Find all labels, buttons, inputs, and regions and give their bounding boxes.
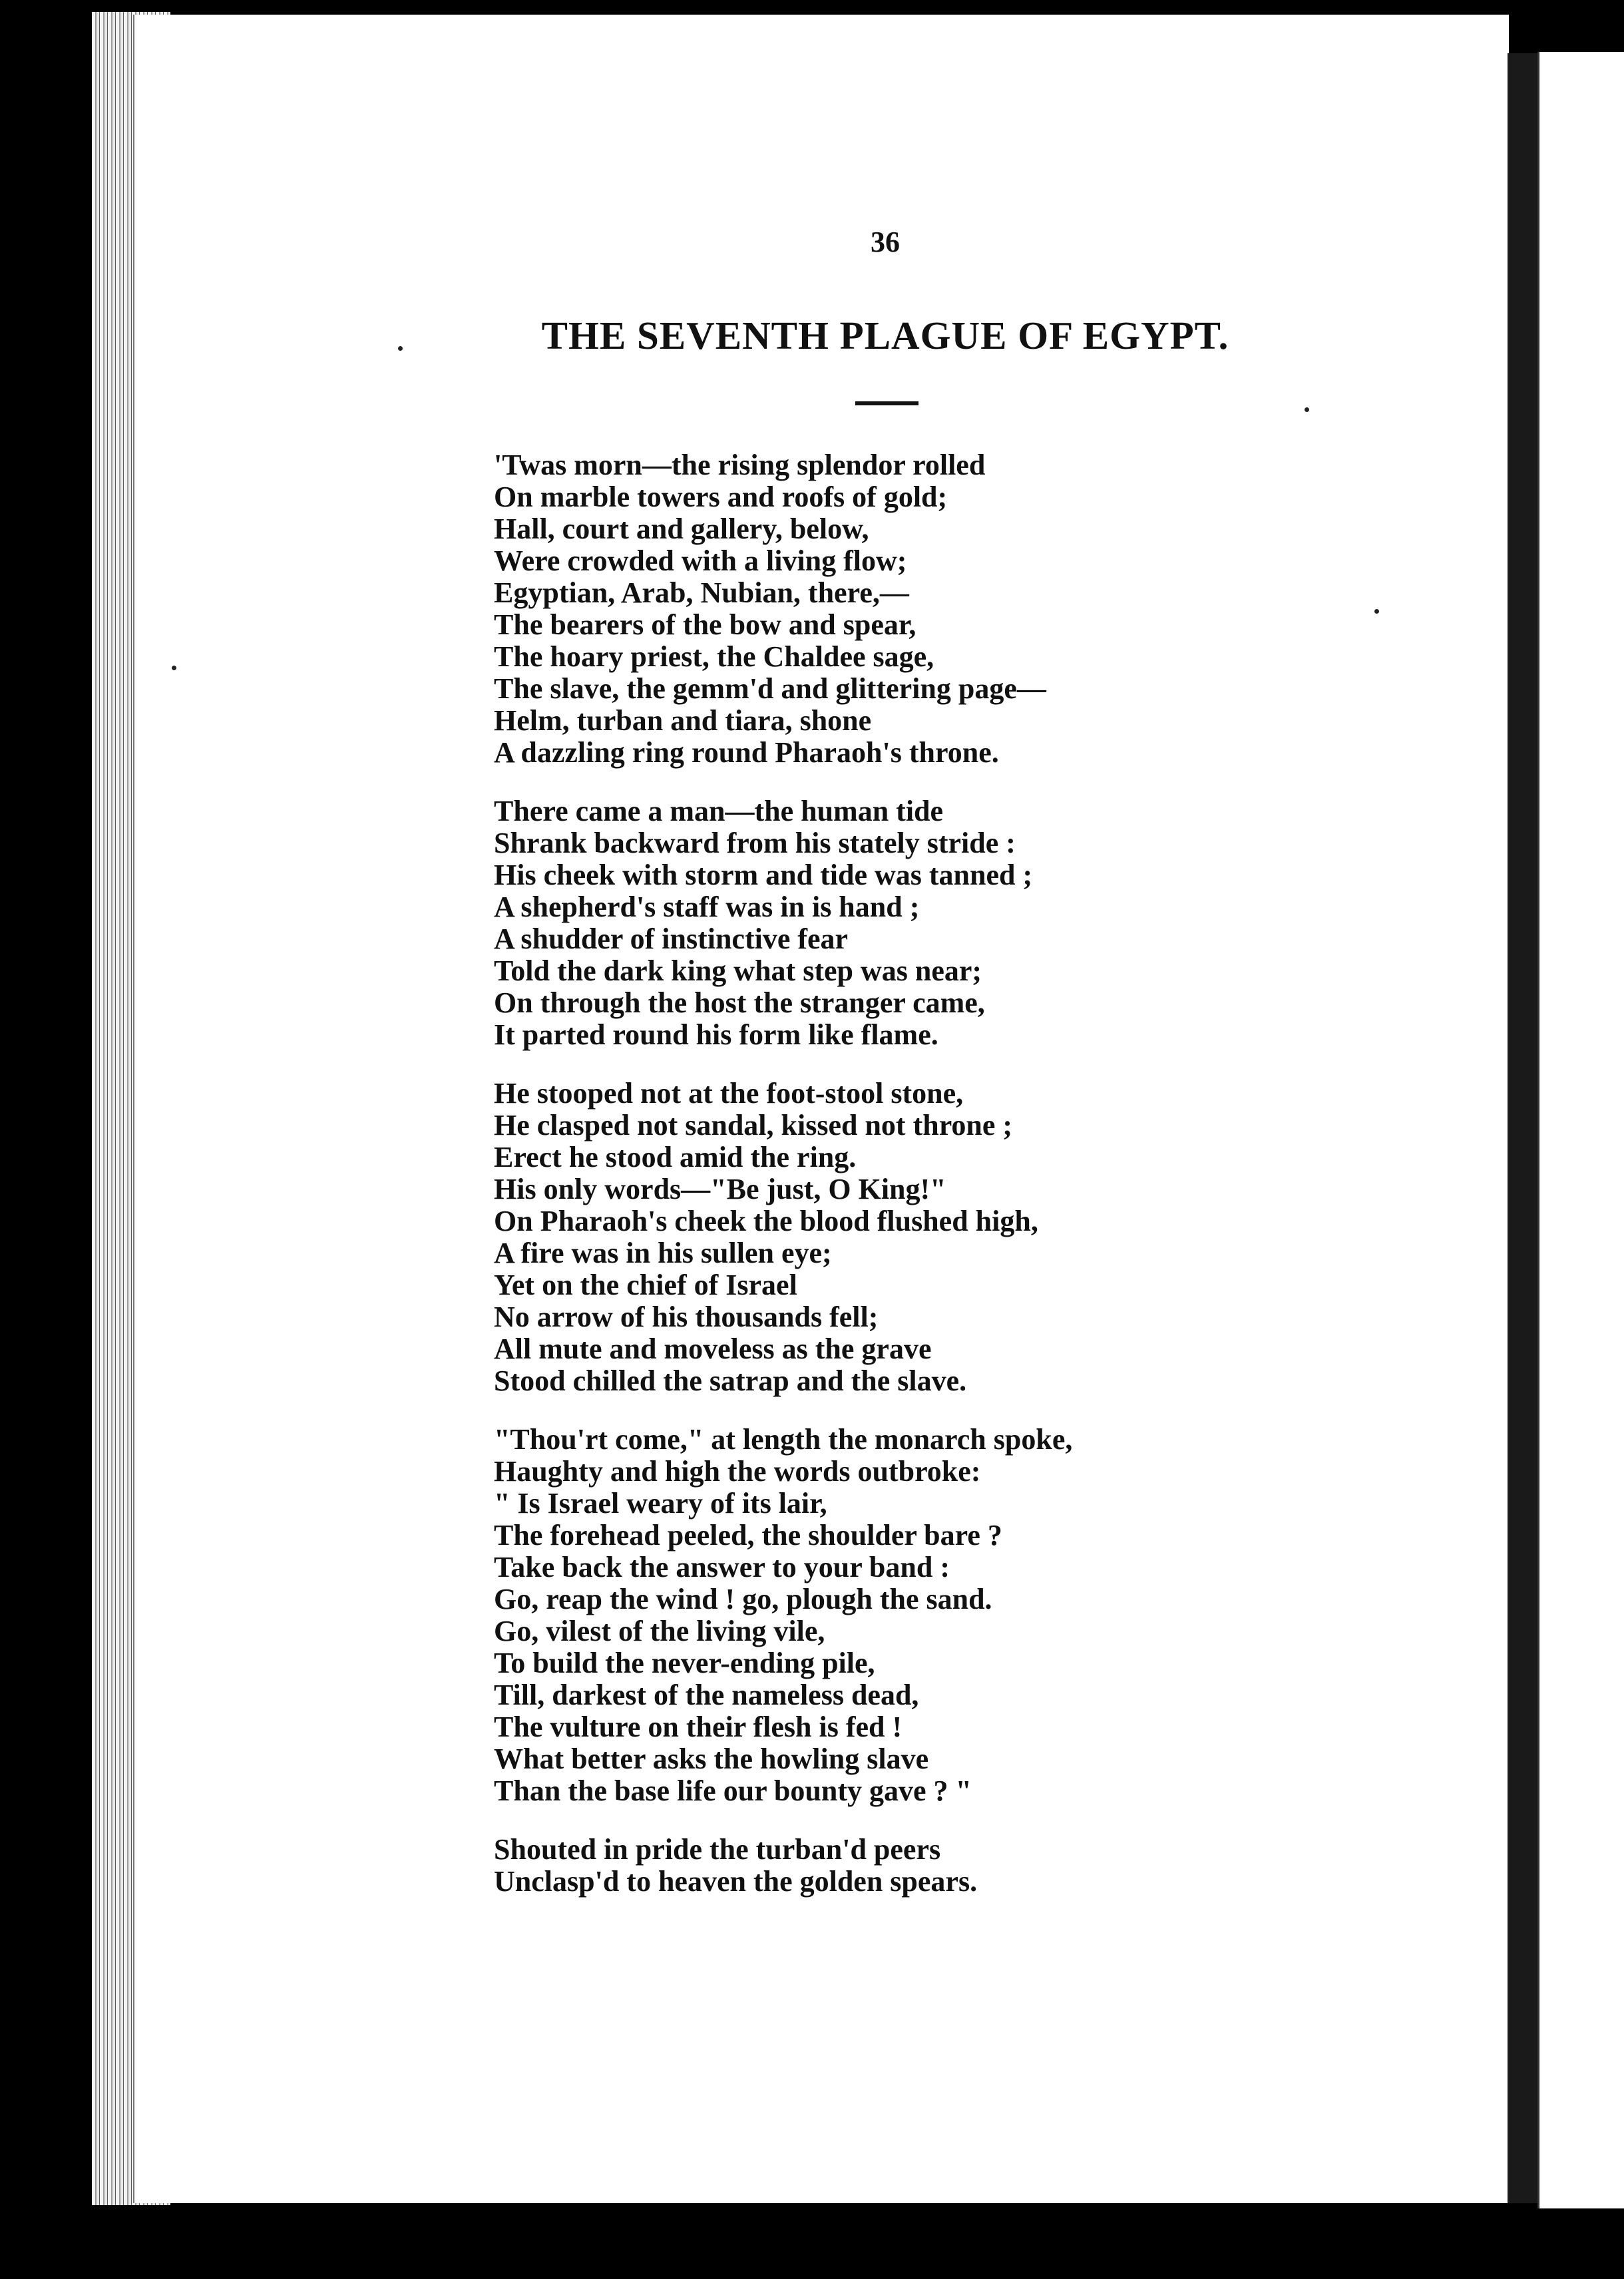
page-number: 36 — [871, 226, 900, 258]
poem-line: On marble towers and roofs of gold; — [494, 481, 948, 513]
poem-body — [494, 449, 1359, 1924]
stanza-3 — [494, 1078, 1359, 1397]
poem-line: His only words—"Be just, O King!" — [494, 1173, 946, 1205]
print-speck — [398, 346, 403, 351]
stanza-4 — [494, 1424, 1359, 1807]
poem-line: The forehead peeled, the shoulder bare ? — [494, 1519, 1002, 1552]
poem-line: The vulture on their flesh is fed ! — [494, 1711, 903, 1743]
poem-line: "Thou'rt come," at length the monarch spoke, — [494, 1423, 1073, 1456]
poem-line: No arrow of his thousands fell; — [494, 1301, 879, 1333]
poem-line: Yet on the chief of Israel — [494, 1269, 797, 1301]
poem-line: Till, darkest of the nameless dead, — [494, 1679, 919, 1711]
facing-page-edge — [1537, 52, 1624, 2208]
poem-line: Haughty and high the words outbroke: — [494, 1455, 981, 1488]
poem-line: To build the never-ending pile, — [494, 1647, 875, 1679]
poem-line: He clasped not sandal, kissed not throne ; — [494, 1109, 1013, 1141]
poem-line: " Is Israel weary of its lair, — [494, 1487, 827, 1520]
poem-line: 'Twas morn—the rising splendor rolled — [494, 449, 986, 481]
poem-line: A shudder of instinctive fear — [494, 923, 849, 955]
poem-line: Than the base life our bounty gave ? " — [494, 1774, 972, 1807]
stanza-5 — [494, 1834, 1359, 1898]
poem-line: The bearers of the bow and spear, — [494, 608, 916, 641]
poem-line: Shrank backward from his stately stride : — [494, 827, 1016, 859]
poem-line: Shouted in pride the turban'd peers — [494, 1833, 941, 1866]
poem-line: On Pharaoh's cheek the blood flushed high, — [494, 1205, 1038, 1237]
poem-line: Go, reap the wind ! go, plough the sand. — [494, 1583, 992, 1615]
print-speck — [172, 666, 176, 670]
title-rule — [855, 401, 918, 405]
poem-line: A dazzling ring round Pharaoh's throne. — [494, 736, 999, 769]
poem-line: His cheek with storm and tide was tanned ; — [494, 859, 1033, 891]
poem-line: On through the host the stranger came, — [494, 986, 985, 1019]
poem-line: Stood chilled the satrap and the slave. — [494, 1364, 967, 1397]
poem-line: Hall, court and gallery, below, — [494, 513, 869, 545]
poem-line: Told the dark king what step was near; — [494, 954, 982, 987]
print-speck — [1305, 407, 1309, 412]
poem-line: A fire was in his sullen eye; — [494, 1237, 832, 1269]
poem-line: The slave, the gemm'd and glittering page— — [494, 672, 1046, 705]
poem-line: A shepherd's staff was in is hand ; — [494, 891, 920, 923]
poem-line: Were crowded with a living flow; — [494, 544, 907, 577]
poem-line: Take back the answer to your band : — [494, 1551, 950, 1583]
poem-line: What better asks the howling slave — [494, 1743, 929, 1775]
poem-line: Egyptian, Arab, Nubian, there,— — [494, 576, 909, 609]
poem-line: It parted round his form like flame. — [494, 1018, 938, 1051]
book-gutter — [1508, 53, 1537, 2203]
poem-line: He stooped not at the foot-stool stone, — [494, 1077, 964, 1110]
poem-title: THE SEVENTH PLAGUE OF EGYPT. — [541, 313, 1229, 357]
poem-line: Go, vilest of the living vile, — [494, 1615, 825, 1647]
poem-line: There came a man—the human tide — [494, 795, 944, 827]
poem-line: Unclasp'd to heaven the golden spears. — [494, 1865, 978, 1898]
poem-line: Helm, turban and tiara, shone — [494, 704, 872, 737]
poem-line: All mute and moveless as the grave — [494, 1333, 932, 1365]
stanza-2 — [494, 795, 1359, 1051]
print-speck — [1374, 609, 1379, 614]
poem-line: Erect he stood amid the ring. — [494, 1141, 857, 1173]
poem-line: The hoary priest, the Chaldee sage, — [494, 640, 934, 673]
stanza-1 — [494, 449, 1359, 769]
